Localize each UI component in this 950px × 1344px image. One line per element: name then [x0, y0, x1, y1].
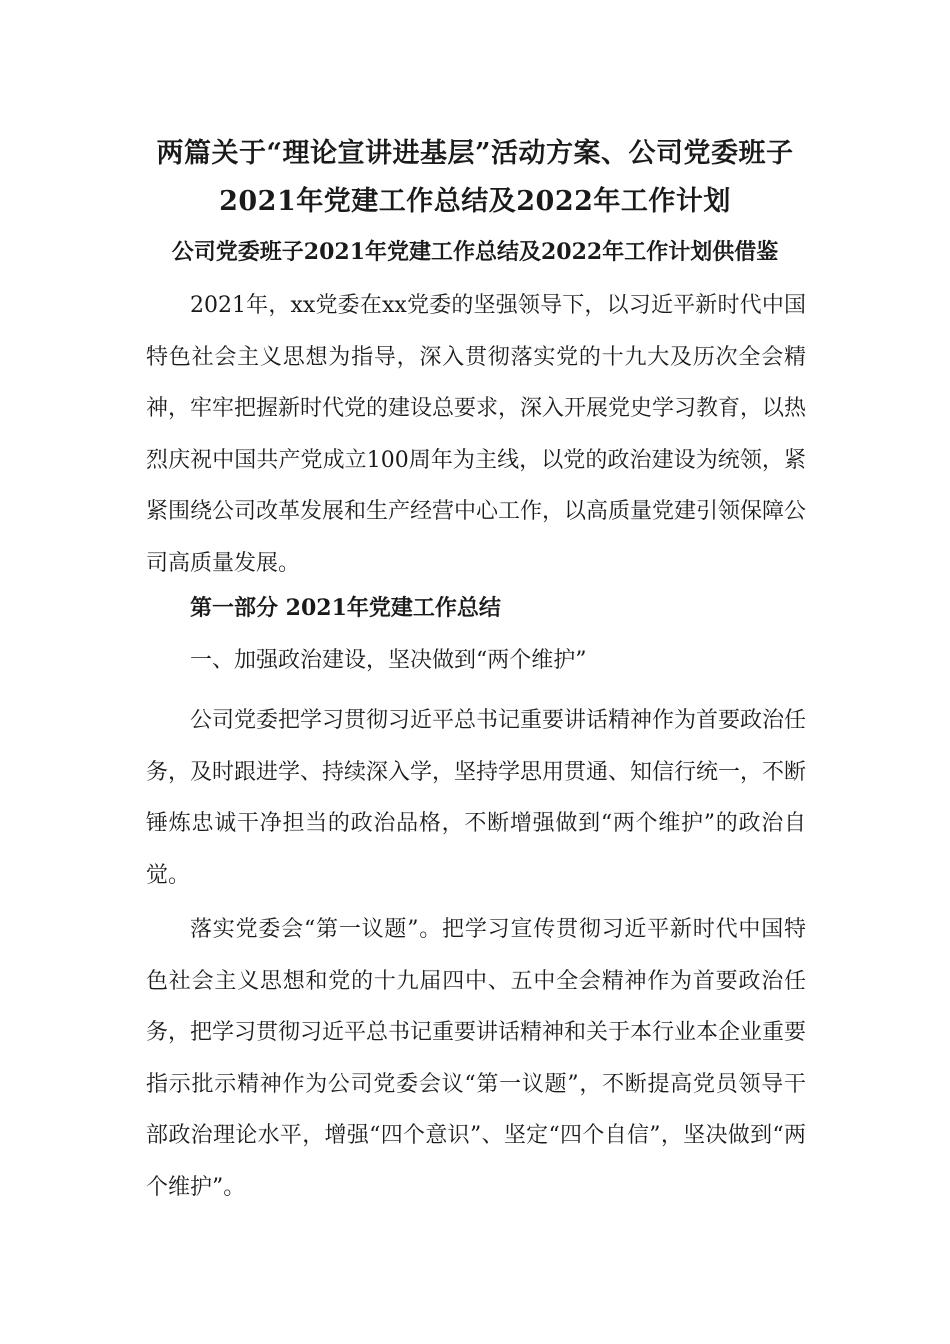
item-heading: 一、加强政治建设，坚决做到“两个维护” [190, 648, 587, 673]
document-title-line-2: 2021年党建工作总结及2022年工作计划 [219, 186, 731, 217]
intro-paragraph: 2021年，xx党委在xx党委的坚强领导下，以习近平新时代中国特色社会主义思想为指导，深入贯彻落实党的十九大及历次全会精神，牢牢把握新时代党的建设总要求，深入开展党史学习教育，以热烈庆祝中国共产党成立100周年为主线，以党的政治建设为统领，紧紧围绕公司改革发展和生产经营中心工作，以高质量党建引领保障公司高质量发展。 [146, 293, 807, 576]
document-title-line-1: 两篇关于“理论宣讲进基层”活动方案、公司党委班子 [156, 138, 794, 169]
section-heading: 第一部分 2021年党建工作总结 [190, 595, 501, 621]
body-paragraph-3: 落实党委会“第一议题”。把学习宣传贯彻习近平新时代中国特色社会主义思想和党的十九届四中、五中全会精神作为首要政治任务，把学习贯彻习近平总书记重要讲话精神和关于本行业本企业重要指示批示精神作为公司党委会议“第一议题”，不断提高党员领导干部政治理论水平，增强“四个意识”、坚定“四个自信”，坚决做到“两个维护”。 [146, 917, 807, 1200]
document-subtitle: 公司党委班子2021年党建工作总结及2022年工作计划供借鉴 [171, 239, 779, 265]
body-paragraph-2: 公司党委把学习贯彻习近平总书记重要讲话精神作为首要政治任务，及时跟进学、持续深入学，坚持学思用贯通、知信行统一，不断锤炼忠诚干净担当的政治品格，不断增强做到“两个维护”的政治自觉。 [146, 708, 807, 888]
